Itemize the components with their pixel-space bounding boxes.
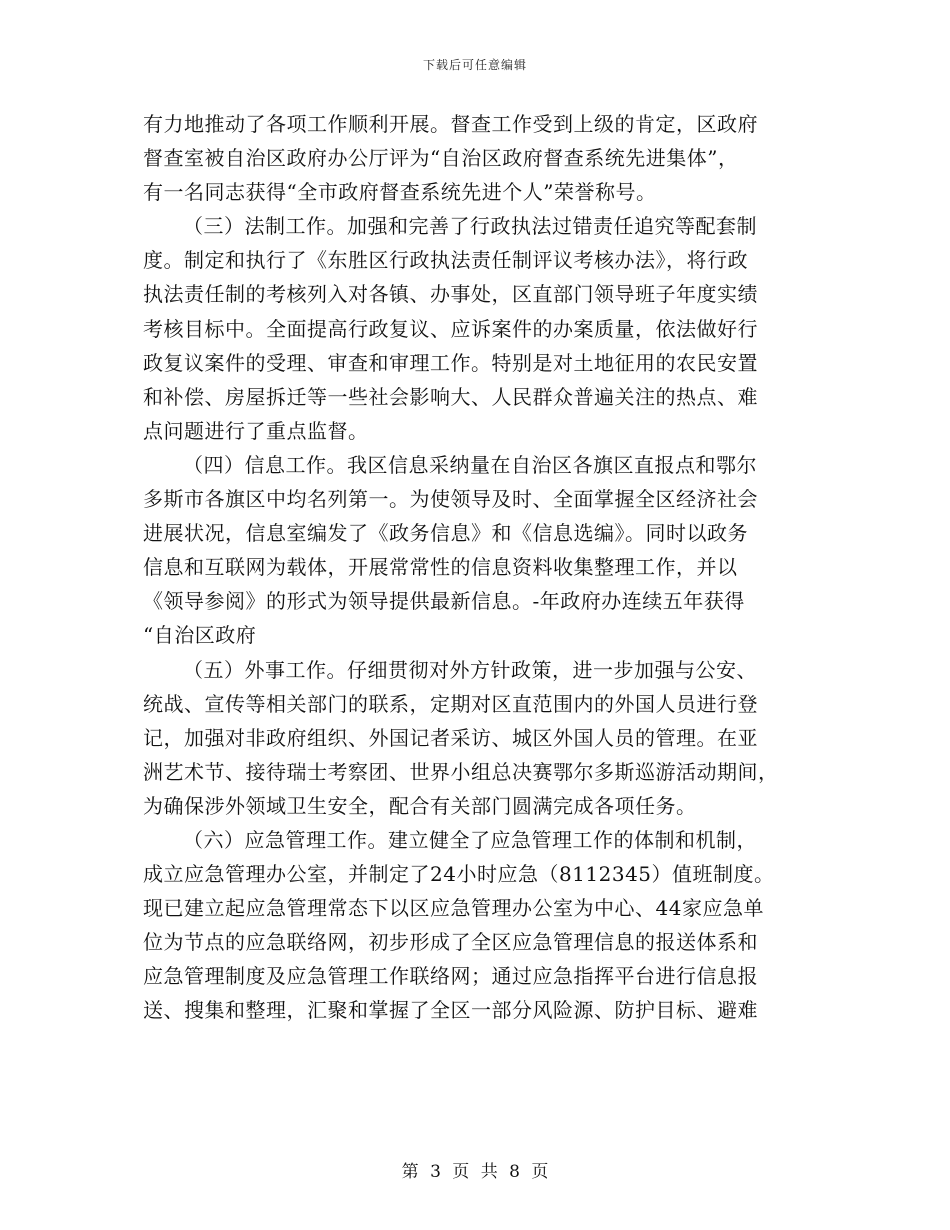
text-line: 《领导参阅》的形式为领导提供最新信息。-年政府办连续五年获得 xyxy=(143,589,745,614)
text-line: 应急管理制度及应急管理工作联络网；通过应急指挥平台进行信息报 xyxy=(143,964,758,989)
text-line: “自治区政府 xyxy=(143,623,257,648)
document-body xyxy=(143,107,815,1028)
text-line: 和补偿、房屋拆迁等一些社会影响大、人民群众普遍关注的热点、难 xyxy=(143,384,758,409)
text-line: 成立应急管理办公室，并制定了24小时应急（8112345）值班制度。 xyxy=(143,862,775,887)
text-line: 信息和互联网为载体，开展常常性的信息资料收集整理工作，并以 xyxy=(143,555,738,580)
section-heading-line: （六）应急管理工作。建立健全了应急管理工作的体制和机制， xyxy=(183,827,757,852)
text-line: 度。制定和执行了《东胜区行政执法责任制评议考核办法》，将行政 xyxy=(143,248,748,273)
page-footer: 第 3 页 共 8 页 xyxy=(401,1162,549,1182)
text-line: 点问题进行了重点监督。 xyxy=(143,418,369,443)
page-header: 下载后可任意编辑 xyxy=(422,58,527,72)
text-line: 有力地推动了各项工作顺利开展。督查工作受到上级的肯定，区政府 xyxy=(143,112,758,136)
section-heading-line: （四）信息工作。我区信息采纳量在自治区各旗区直报点和鄂尔 xyxy=(183,452,757,477)
text-line: 有一名同志获得“全市政府督查系统先进个人”荣誉称号。 xyxy=(143,180,657,205)
text-line: 送、搜集和整理，汇聚和掌握了全区一部分风险源、防护目标、避难 xyxy=(143,998,758,1023)
text-line: 洲艺术节、接待瑞士考察团、世界小组总决赛鄂尔多斯巡游活动期间， xyxy=(143,759,779,784)
section-heading-line: （三）法制工作。加强和完善了行政执法过错责任追究等配套制 xyxy=(183,214,757,239)
text-line: 多斯市各旗区中均名列第一。为使领导及时、全面掌握全区经济社会 xyxy=(143,487,758,512)
text-line: 督查室被自治区政府办公厅评为“自治区政府督查系统先进集体”， xyxy=(143,146,739,171)
text-line: 考核目标中。全面提高行政复议、应诉案件的办案质量，依法做好行 xyxy=(143,316,758,341)
text-line: 为确保涉外领域卫生安全，配合有关部门圆满完成各项任务。 xyxy=(143,793,697,818)
text-line: 进展状况，信息室编发了《政务信息》和《信息选编》。同时以政务 xyxy=(143,521,748,546)
text-line: 位为节点的应急联络网，初步形成了全区应急管理信息的报送体系和 xyxy=(143,930,758,955)
text-line: 现已建立起应急管理常态下以区应急管理办公室为中心、44家应急单 xyxy=(143,896,764,921)
text-line: 执法责任制的考核列入对各镇、办事处，区直部门领导班子年度实绩 xyxy=(143,282,758,307)
section-heading-line: （五）外事工作。仔细贯彻对外方针政策，进一步加强与公安、 xyxy=(183,657,757,682)
text-line: 记，加强对非政府组织、外国记者采访、城区外国人员的管理。在亚 xyxy=(143,725,758,750)
text-line: 政复议案件的受理、审查和审理工作。特别是对土地征用的农民安置 xyxy=(143,350,758,375)
text-line: 统战、宣传等相关部门的联系，定期对区直范围内的外国人员进行登 xyxy=(143,691,758,716)
